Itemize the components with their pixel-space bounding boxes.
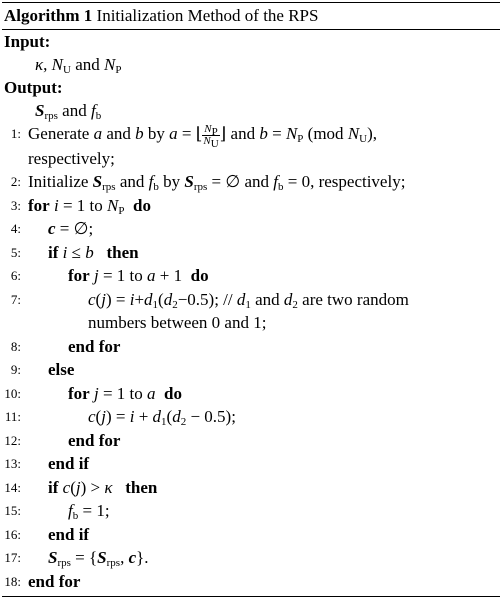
line-number: 1:	[10, 126, 21, 141]
line-number: 16:	[4, 526, 21, 542]
algorithm-title: Initialization Method of the RPS	[96, 6, 319, 25]
code-line	[2, 264, 500, 288]
code-text: $f_b = 1$;	[68, 501, 110, 523]
line-number: 9:	[10, 362, 21, 378]
code-line	[2, 122, 500, 170]
output-heading: Output:	[4, 78, 63, 97]
code-text: if i ≤ b then	[48, 242, 139, 262]
code-text: end for	[68, 430, 121, 450]
bottom-rule	[2, 596, 500, 597]
code-text: $S_{rps} = \{S_{rps}$, c}.	[48, 548, 149, 570]
algorithm-box	[2, 2, 500, 597]
code-line	[2, 570, 500, 594]
code-text: Initialize $S_{rps}$ and $f_b$ by $S_{rps}$ = ∅ and $f_b = 0$, respectively;	[28, 172, 406, 194]
code-text: $c(j) = i+d_1(d_2-0.5)$; // $d_1$ and $d_2$ are two random numbers between 0 and 1;	[88, 289, 409, 333]
code-text: end for	[68, 336, 121, 356]
code-text: if c(j) > κ then	[48, 477, 158, 497]
code-line	[2, 382, 500, 406]
code-line	[2, 335, 500, 359]
code-text: Generate a and b by a = ⌊ $\frac{N_P}{N_U}$ ⌋ and $b = N_P$ (mod $N_U$), respectively;	[28, 122, 378, 168]
code-line	[2, 405, 500, 429]
code-line	[2, 194, 500, 218]
line-number: 17:	[4, 550, 21, 566]
line-number: 4:	[10, 221, 21, 237]
algorithm-label: Algorithm 1	[4, 6, 93, 25]
code-line	[2, 288, 500, 335]
code-line	[2, 499, 500, 523]
code-line	[2, 429, 500, 453]
line-number: 13:	[4, 456, 21, 472]
code-text: $c(j) = i + d_1(d_2 - 0.5)$;	[88, 407, 236, 429]
line-number: 11:	[4, 409, 21, 425]
code-line	[2, 358, 500, 382]
code-line	[2, 452, 500, 476]
line-number: 2:	[10, 174, 21, 190]
code-text: end if	[48, 454, 90, 474]
code-line	[2, 476, 500, 500]
line-number: 15:	[4, 503, 21, 519]
input-heading: Input:	[4, 32, 51, 51]
code-line	[2, 217, 500, 241]
code-line	[2, 170, 500, 194]
line-number: 18:	[4, 573, 21, 589]
code-text: for i = 1 to $N_P$ do	[28, 195, 151, 217]
line-number: 14:	[4, 479, 21, 495]
line-number: 10:	[4, 385, 21, 401]
line-number: 3:	[10, 197, 21, 213]
line-number: 5:	[10, 244, 21, 260]
code-text: else	[48, 360, 75, 380]
line-number: 6:	[10, 268, 21, 284]
code-line	[2, 523, 500, 547]
output-params: $S_{rps}$ and $f_b$	[35, 101, 102, 122]
line-number: 12:	[4, 432, 21, 448]
line-number: 8:	[10, 338, 21, 354]
code-text: for j = 1 to a + 1 do	[68, 266, 209, 286]
line-number: 7:	[10, 291, 21, 307]
algorithm-caption	[2, 3, 500, 29]
code-text: c = ∅;	[48, 219, 94, 239]
code-line	[2, 241, 500, 265]
code-text: for j = 1 to a do	[68, 383, 182, 403]
input-params: κ, $N_U$ and $N_P$	[35, 55, 122, 76]
code-text: end if	[48, 524, 90, 544]
algorithm-body	[2, 30, 500, 593]
code-line	[2, 546, 500, 570]
code-text: end for	[28, 571, 81, 591]
